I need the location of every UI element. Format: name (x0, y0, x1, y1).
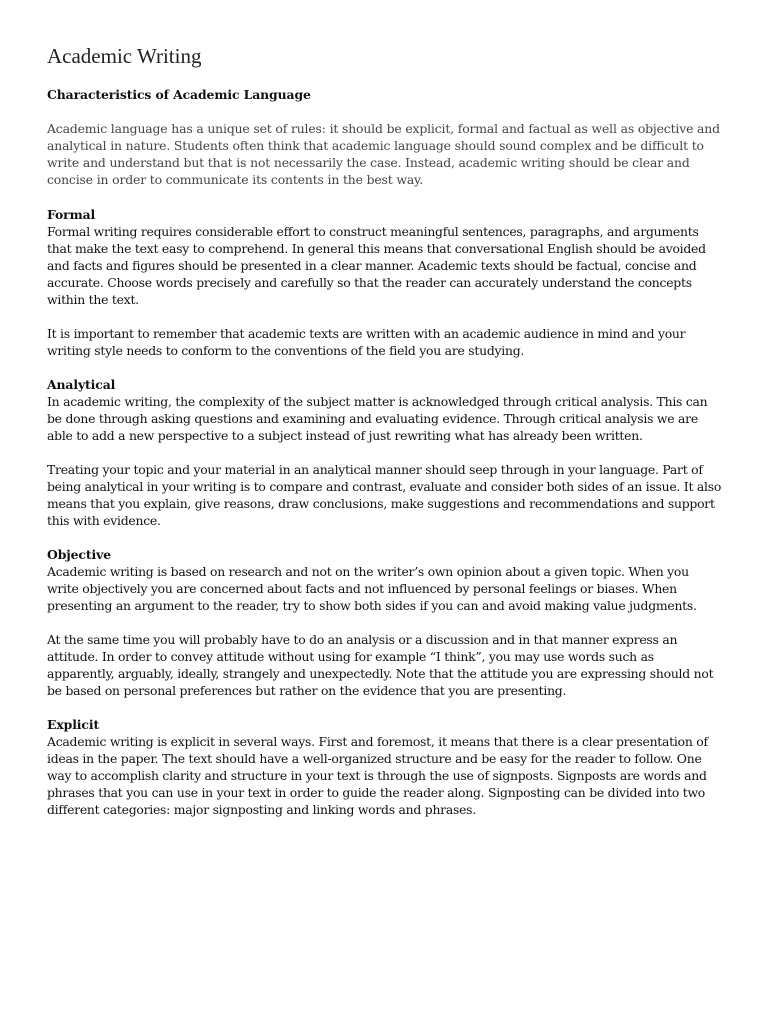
section-paragraph: Academic writing is based on research and not on the writer’s own opinion about a given topic. When you write objectively you are concerned about facts and not influenced by personal feelings or biases. When presenting an argument to the reader, try to show both sides if you can and avoid making value judgments. (47, 564, 697, 614)
document-page (47, 44, 723, 835)
document-subtitle: Characteristics of Academic Language (47, 87, 311, 103)
section-analytical (47, 376, 723, 529)
section-paragraph: In academic writing, the complexity of the subject matter is acknowledged through critical analysis. This can be done through asking questions and examining and evaluating evidence. Through critical analysis we are able to add a new perspective to a subject instead of just rewriting what has already been written. (47, 394, 708, 444)
section-paragraph: It is important to remember that academic texts are written with an academic audience in mind and your writing style needs to conform to the conventions of the field you are studying. (47, 326, 686, 359)
section-formal (47, 206, 723, 359)
document-title: Academic Writing (47, 44, 202, 68)
section-objective (47, 546, 723, 699)
section-heading-analytical: Analytical (47, 377, 116, 393)
section-paragraph: Treating your topic and your material in an analytical manner should seep through in your language. Part of being analytical in your writing is to compare and contrast, evaluate and consider both sides of an issue. It also means that you explain, give reasons, draw conclusions, make suggestions and recommendations and support this with evidence. (47, 462, 722, 529)
section-heading-explicit: Explicit (47, 717, 100, 733)
section-paragraph: At the same time you will probably have to do an analysis or a discussion and in that manner express an attitude. In order to convey attitude without using for example “I think”, you may use words such as apparently, arguably, ideally, strangely and unexpectedly. Note that the attitude you are expressing should not be based on personal preferences but rather on the evidence that you are presenting. (47, 632, 714, 699)
section-paragraph: Formal writing requires considerable effort to construct meaningful sentences, paragraphs, and arguments that make the text easy to comprehend. In general this means that conversational English should be avoided and facts and figures should be presented in a clear manner. Academic texts should be factual, concise and accurate. Choose words precisely and carefully so that the reader can accurately understand the concepts within the text. (47, 224, 706, 308)
section-paragraph: Academic writing is explicit in several ways. First and foremost, it means that there is a clear presentation of ideas in the paper. The text should have a well-organized structure and be easy for the reader to follow. One way to accomplish clarity and structure in your text is through the use of signposts. Signposts are words and phrases that you can use in your text in order to guide the reader along. Signposting can be divided into two different categories: major signposting and linking words and phrases. (47, 734, 708, 818)
section-heading-formal: Formal (47, 207, 96, 223)
section-heading-objective: Objective (47, 547, 111, 563)
intro-paragraph: Academic language has a unique set of rules: it should be explicit, formal and factual as well as objective and analytical in nature. Students often think that academic language should sound complex and be difficult to write and understand but that is not necessarily the case. Instead, academic writing should be clear and concise in order to communicate its contents in the best way. (47, 121, 720, 188)
section-explicit (47, 716, 723, 818)
